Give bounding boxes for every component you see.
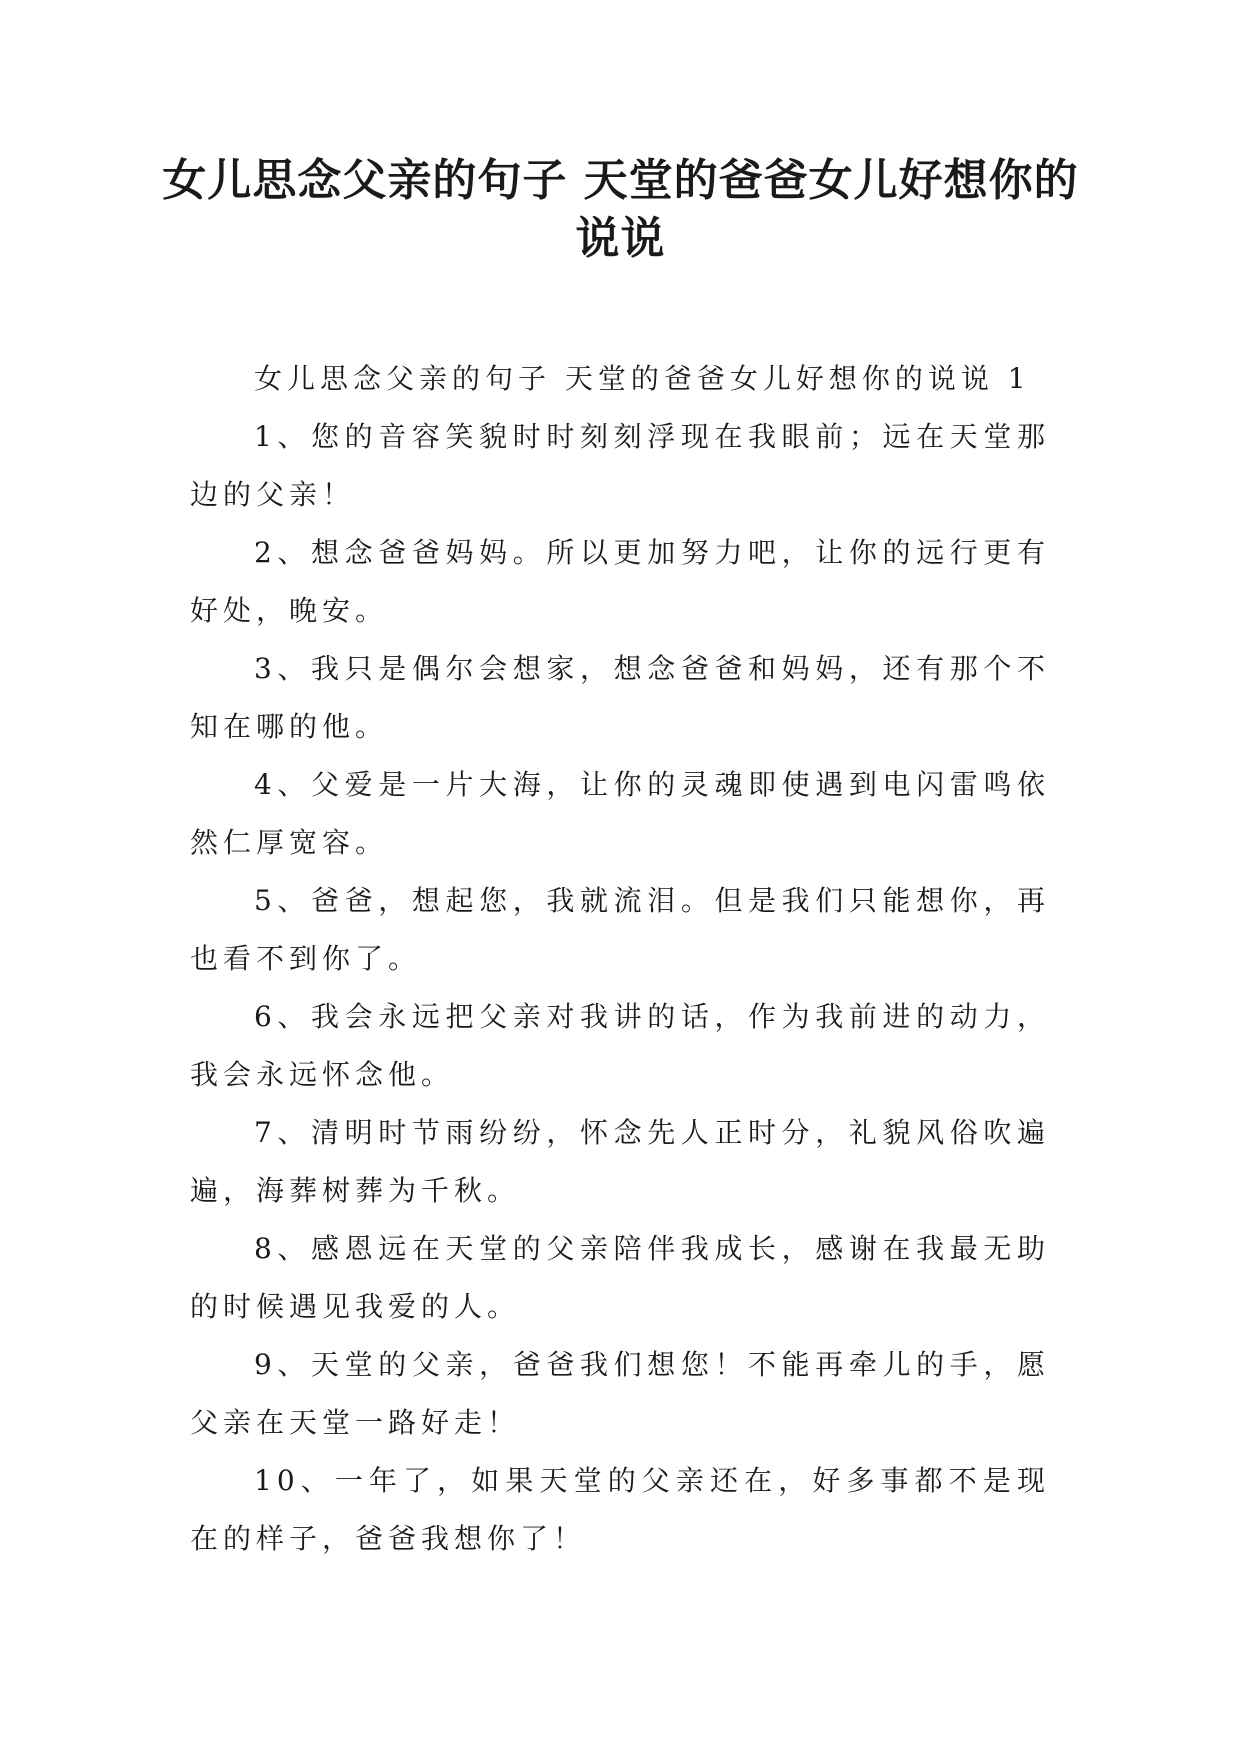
paragraph-item-4: 4、父爱是一片大海，让你的灵魂即使遇到电闪雷鸣依然仁厚宽容。	[190, 768, 1050, 859]
document-title: 女儿思念父亲的句子 天堂的爸爸女儿好想你的说说	[162, 155, 1079, 264]
paragraph-item-1: 1、您的音容笑貌时时刻刻浮现在我眼前；远在天堂那边的父亲！	[190, 420, 1050, 511]
paragraph-item-8: 8、感恩远在天堂的父亲陪伴我成长，感谢在我最无助的时候遇见我爱的人。	[190, 1232, 1050, 1323]
document-body	[190, 350, 1050, 1568]
paragraph-intro: 女儿思念父亲的句子 天堂的爸爸女儿好想你的说说 1	[254, 362, 1031, 395]
paragraph-item-2: 2、想念爸爸妈妈。所以更加努力吧，让你的远行更有好处，晚安。	[190, 536, 1050, 627]
paragraph-item-6: 6、我会永远把父亲对我讲的话，作为我前进的动力，我会永远怀念他。	[190, 1000, 1050, 1091]
paragraph-item-3: 3、我只是偶尔会想家，想念爸爸和妈妈，还有那个不知在哪的他。	[190, 652, 1050, 743]
paragraph-item-7: 7、清明时节雨纷纷，怀念先人正时分，礼貌风俗吹遍遍，海葬树葬为千秋。	[190, 1116, 1050, 1207]
paragraph-item-5: 5、爸爸，想起您，我就流泪。但是我们只能想你，再也看不到你了。	[190, 884, 1050, 975]
paragraph-item-9: 9、天堂的父亲，爸爸我们想您！不能再牵儿的手，愿父亲在天堂一路好走！	[190, 1348, 1050, 1439]
paragraph-item-10: 10、一年了，如果天堂的父亲还在，好多事都不是现在的样子，爸爸我想你了！	[190, 1464, 1050, 1555]
